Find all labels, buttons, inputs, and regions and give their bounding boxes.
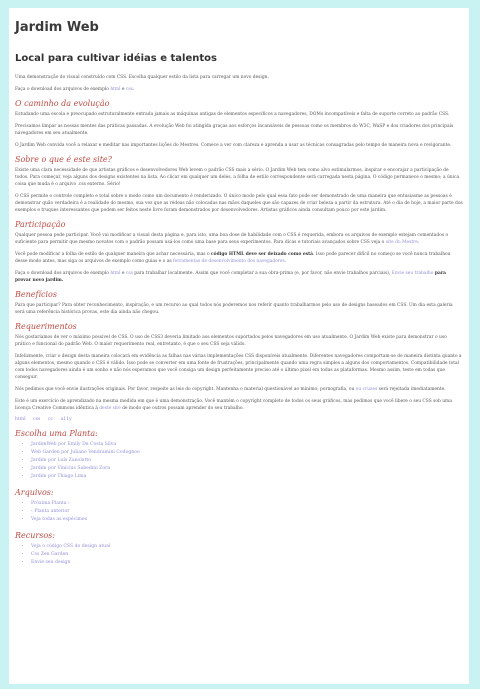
- example-html-link[interactable]: html: [110, 271, 121, 276]
- design-list: [15, 441, 463, 481]
- submit-design-link[interactable]: Envie seu design: [31, 560, 71, 565]
- design-link[interactable]: Jardim: [31, 466, 47, 471]
- requirements-text-4: Este é um exercício de aprendizado na mesma medida em que é uma demonstração. Você mantém o copyright completo de todos os seus gráficos, mas pedimos que você libere o seu CSS sob uma licença Creative Commons idêntica à deste site de modo que outros possam aprender do seu trabalho.: [15, 399, 452, 411]
- intro-text-2: Faça o download dos arquivos de exemplo html e css.: [15, 87, 135, 92]
- archive-item: [31, 508, 463, 516]
- requirements-text-1: Nós gostaríamos de ver o máximo possível de CSS. O uso de CSS3 deveria limitado aos elementos suportados pelos navegadores em uso atualmente. O Jardim Web existe para demonstrar o uso prático e funcional do padrão Web. O maior requerimento real, entretanto, é que o seu CSS seja válido.: [15, 335, 447, 347]
- design-item: • Jardim por Thiago Lima: [31, 473, 463, 481]
- design-link[interactable]: JardimWeb: [31, 442, 57, 447]
- about-heading: Sobre o que é este site?: [15, 155, 112, 164]
- evolution-text-3: O Jardim Web convida você a relaxar e meditar nas importantes lições do Mestres. Comece a ver com clareza e aprenda a usar as técnicas consagradas pelo tempo de maneira nova e revigorante.: [15, 143, 452, 148]
- archive-item: [31, 516, 463, 524]
- evolution-heading: O caminho da evolução: [15, 99, 110, 108]
- archive-item: [31, 500, 463, 508]
- validators: [15, 417, 463, 422]
- design-link[interactable]: Web Garden: [31, 450, 60, 455]
- participation-text-2: Você pode modificar a folha de estilo de qualquer maneira que achar necessária, mas o código HTML deve ser deixado como está. Isso pode parecer difícil no começo se você nunca trabalhou desse modo antes, mas siga os arquivos de exemplo como guias e o as ferramentas de desenvolvimento dos navegadores.: [15, 252, 451, 264]
- archives-heading: Arquivos:: [15, 488, 54, 497]
- participation-text-1: Qualquer pessoa pode participar. Você vai modificar a visual desta página e, para isto, uma boa dose de habilidade com o CSS é requerida, embora os arquivos de exemplo estejam comentados o suficiente para permitir que mesmo novatos com o padrão possam usá-los como uma base para seus experimentos. Para dicas e tutoriais avançados sobre CSS veja o site do Mestre.: [15, 233, 449, 245]
- design-link[interactable]: Jardim: [31, 474, 47, 479]
- requirements-heading: Requerimentos: [15, 322, 77, 331]
- benefits-heading: Benefícios: [15, 290, 57, 299]
- design-item: • JardimWeb por Emily De Costa Silva: [31, 441, 463, 449]
- benefits-text: Para que participar? Para obter reconhecimento, inspiração, e um recurso ao qual todos nós poderemos nos referir quanto trabalharmos pelo uso de designs baseados em CSS. Um dia esta galeria será uma referência histórica provas, este dia ainda não chegou.: [15, 303, 453, 315]
- intro-text-1: Uma demonstração do visual construído com CSS. Escolha qualquer estilo da lista para carregar um novo design.: [15, 75, 269, 80]
- site-subtitle: Local para cultivar idéias e talentos: [15, 53, 217, 64]
- all-designs-link[interactable]: Veja todas as espécimes: [31, 517, 88, 522]
- example-css-link[interactable]: css: [125, 271, 133, 276]
- designer-link[interactable]: Emily De Costa Silva: [67, 442, 117, 447]
- about-text-2: O CSS permite o controle completo e total sobre o modo como um documento é renderizado. O único modo pelo qual essa fato pode ser demonstrado de uma maneira que entusiasme as pessoas é demonstrar quão verdadeira é a realidade do mesmo, sua vez que as rédeas não colocadas nas mãos daqueles que são capazes de criar beleza a partir da estrutura. Até o dia de hoje, a maior parte dos exemplos e truques interessantes que podem ser feitos neste livre foram demonstrados por desenvolvedores. Artistas gráficos ainda consultam pouco por este jardim.: [15, 194, 463, 213]
- view-css-link[interactable]: Veja o código CSS do design atual: [31, 544, 111, 549]
- html-rule: código HTML deve ser deixado como está: [211, 252, 313, 257]
- design-item: • Jardim por Luís Zanolatto: [31, 457, 463, 465]
- archives-list: [15, 500, 463, 524]
- crosses-link[interactable]: ou cruzes: [355, 387, 378, 392]
- page: [9, 8, 469, 684]
- mestre-link[interactable]: site do Mestre: [385, 240, 418, 245]
- intro-css-link[interactable]: css: [125, 87, 133, 92]
- license-link[interactable]: deste site: [99, 406, 121, 411]
- resource-item: [31, 551, 463, 559]
- design-item: • Web Garden por Juliano Vendramini Codognoo: [31, 449, 463, 457]
- intro-html-link[interactable]: html: [110, 87, 121, 92]
- designer-link[interactable]: Luís Zanolatto: [57, 458, 91, 463]
- participation-text-3: Faça o download dos arquivos de exemplo html e css para trabalhar localmente. Assim que você completar a sua obra-prima (e, por favor, não envie trabalhos parciais), Envie seu trabalho para provar novo jardim.: [15, 271, 446, 283]
- about-text-1: Existe uma clara necessidade de que artistas gráficos e desenvolvedores Web levem o padrão CSS mais a sério. O Jardim Web tem como alvo estimularmos, inspirar e encorajar a participação de todos. Para começar, veja alguns dos designs existentes na lista. Ao clicar em qualquer um deles, a folha de estilo correspondente será carregada nesta página. O código permanece o mesmo; a única coisa que muda é o arquivo .css externo. Sério!: [15, 168, 460, 187]
- requirements-text-2: Infelizmente, criar o design desta maneira colocará em evidência as falhas nas várias implementações CSS disponíveis atualmente. Diferentes navegadores comportam-se de maneira distinta quanto a alguns elementos, mesmo quando o CSS é válido. Isso pode se converter em uma fonte de frustrações, principalmente quando uma regra simples a alguns dos comportamentos. Compatibilidade total com todos navegadores ainda é um sonho e não nós esperamos que você consiga um design perfeitamente preciso até o último pixel em todas as plataformas. Mesmo assim, teste em todas que conseguir.: [15, 354, 462, 380]
- validator-cc-link[interactable]: cc: [47, 417, 54, 422]
- validator-a11y-link[interactable]: a11y: [60, 417, 72, 422]
- site-title: Jardim Web: [15, 20, 99, 35]
- evolution-text-2: Precisamos limpar as nossas mentes das práticas passadas. A evolução Web foi atingida graças aos esforços incansáveis de pessoas como os membros do W3C, WaSP e dos criadores dos principais navegadores em seu atualmente.: [15, 124, 454, 136]
- design-item: • Jardim por Vinícius Sabedini Zora: [31, 465, 463, 473]
- design-link[interactable]: Jardim: [31, 458, 47, 463]
- requirements-text-3: Nós pedimos que você envie ilustrações originais. Por favor, respeite as leis do copyright. Mantenha o material questionável ao mínimo; pornografia, ou ou cruzes será rejeitada imediatamente.: [15, 387, 446, 392]
- zen-garden-link[interactable]: Css Zen Garden: [31, 552, 69, 557]
- validator-css-link[interactable]: css: [33, 417, 41, 422]
- resource-item: [31, 543, 463, 551]
- select-heading: Escolha uma Planta:: [15, 429, 98, 438]
- resources-list: [15, 543, 463, 567]
- participation-heading: Participação: [15, 220, 66, 229]
- designer-link[interactable]: Thiago Lima: [57, 474, 87, 479]
- evolution-text-1: Estudando uma escola e preocupado estruturalmente entrada jamais as máquinas antigas de elementos específicos a navegadores, DOMs incompatíveis e falta de suporte correto ao padrão CSS.: [15, 112, 450, 117]
- designer-link[interactable]: Vinícius Sabedini Zora: [57, 466, 111, 471]
- devtools-link[interactable]: ferramentas de desenvolvimento dos navegadores: [172, 259, 285, 264]
- resources-heading: Recursos:: [15, 531, 55, 540]
- next-design-link[interactable]: Próxima Planta ›: [31, 501, 70, 506]
- resource-item: [31, 559, 463, 567]
- submit-work-link[interactable]: Envie seu trabalho: [391, 271, 434, 276]
- validator-html-link[interactable]: html: [15, 417, 26, 422]
- designer-link[interactable]: Juliano Vendramini Codognoo: [70, 450, 140, 455]
- sidebar: [15, 429, 463, 567]
- previous-design-link[interactable]: ‹ Planta anterior: [31, 509, 70, 514]
